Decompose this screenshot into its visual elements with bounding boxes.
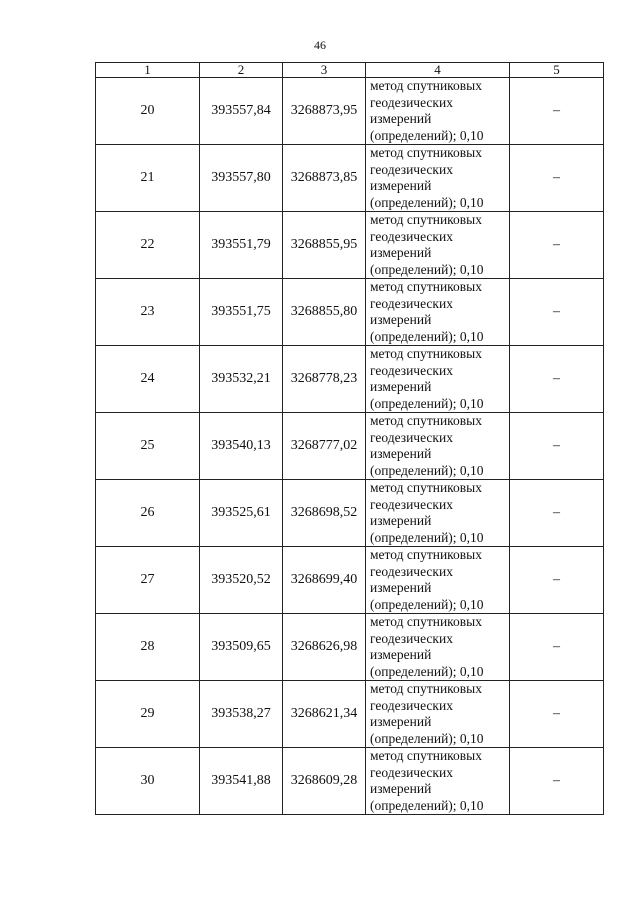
coordinate-y: 3268873,85 [283,145,366,212]
note: – [510,212,604,279]
method-description: метод спутниковых геодезических измерений (определений); 0,10 [366,614,510,681]
point-number: 24 [96,346,200,413]
table-row [96,480,604,547]
coordinate-x: 393532,21 [200,346,283,413]
coordinate-y: 3268873,95 [283,78,366,145]
table-row [96,279,604,346]
table-row [96,413,604,480]
coordinate-x: 393509,65 [200,614,283,681]
point-number: 27 [96,547,200,614]
note: – [510,681,604,748]
coordinate-y: 3268778,23 [283,346,366,413]
page-number: 46 [314,38,326,52]
coordinate-x: 393557,80 [200,145,283,212]
method-description: метод спутниковых геодезических измерений (определений); 0,10 [366,346,510,413]
coordinate-x: 393551,75 [200,279,283,346]
method-description: метод спутниковых геодезических измерений (определений); 0,10 [366,480,510,547]
table-row [96,547,604,614]
coordinate-y: 3268609,28 [283,748,366,815]
coordinate-y: 3268777,02 [283,413,366,480]
header-col-1: 1 [96,63,200,78]
coordinate-x: 393540,13 [200,413,283,480]
coordinate-y: 3268621,34 [283,681,366,748]
coordinate-y: 3268855,95 [283,212,366,279]
table-row [96,748,604,815]
header-col-5: 5 [510,63,604,78]
method-description: метод спутниковых геодезических измерений (определений); 0,10 [366,547,510,614]
coordinates-table [95,62,604,815]
note: – [510,413,604,480]
coordinate-x: 393557,84 [200,78,283,145]
coordinate-y: 3268698,52 [283,480,366,547]
coordinate-x: 393551,79 [200,212,283,279]
table-row [96,145,604,212]
note: – [510,480,604,547]
note: – [510,614,604,681]
coordinate-x: 393525,61 [200,480,283,547]
point-number: 25 [96,413,200,480]
table-body [96,78,604,815]
coordinate-x: 393538,27 [200,681,283,748]
note: – [510,145,604,212]
coordinate-y: 3268626,98 [283,614,366,681]
point-number: 26 [96,480,200,547]
point-number: 28 [96,614,200,681]
method-description: метод спутниковых геодезических измерений (определений); 0,10 [366,145,510,212]
point-number: 21 [96,145,200,212]
point-number: 23 [96,279,200,346]
header-col-4: 4 [366,63,510,78]
table-row [96,681,604,748]
note: – [510,547,604,614]
table-row [96,78,604,145]
coordinate-x: 393541,88 [200,748,283,815]
coordinate-y: 3268699,40 [283,547,366,614]
coordinate-y: 3268855,80 [283,279,366,346]
point-number: 29 [96,681,200,748]
table-row [96,212,604,279]
header-row [96,63,604,78]
method-description: метод спутниковых геодезических измерений (определений); 0,10 [366,748,510,815]
note: – [510,346,604,413]
point-number: 30 [96,748,200,815]
table-header [96,63,604,78]
header-col-3: 3 [283,63,366,78]
header-col-2: 2 [200,63,283,78]
method-description: метод спутниковых геодезических измерений (определений); 0,10 [366,413,510,480]
note: – [510,279,604,346]
method-description: метод спутниковых геодезических измерений (определений); 0,10 [366,78,510,145]
note: – [510,78,604,145]
method-description: метод спутниковых геодезических измерений (определений); 0,10 [366,681,510,748]
note: – [510,748,604,815]
table-row [96,346,604,413]
table-row [96,614,604,681]
method-description: метод спутниковых геодезических измерений (определений); 0,10 [366,212,510,279]
point-number: 20 [96,78,200,145]
coordinate-x: 393520,52 [200,547,283,614]
point-number: 22 [96,212,200,279]
method-description: метод спутниковых геодезических измерений (определений); 0,10 [366,279,510,346]
